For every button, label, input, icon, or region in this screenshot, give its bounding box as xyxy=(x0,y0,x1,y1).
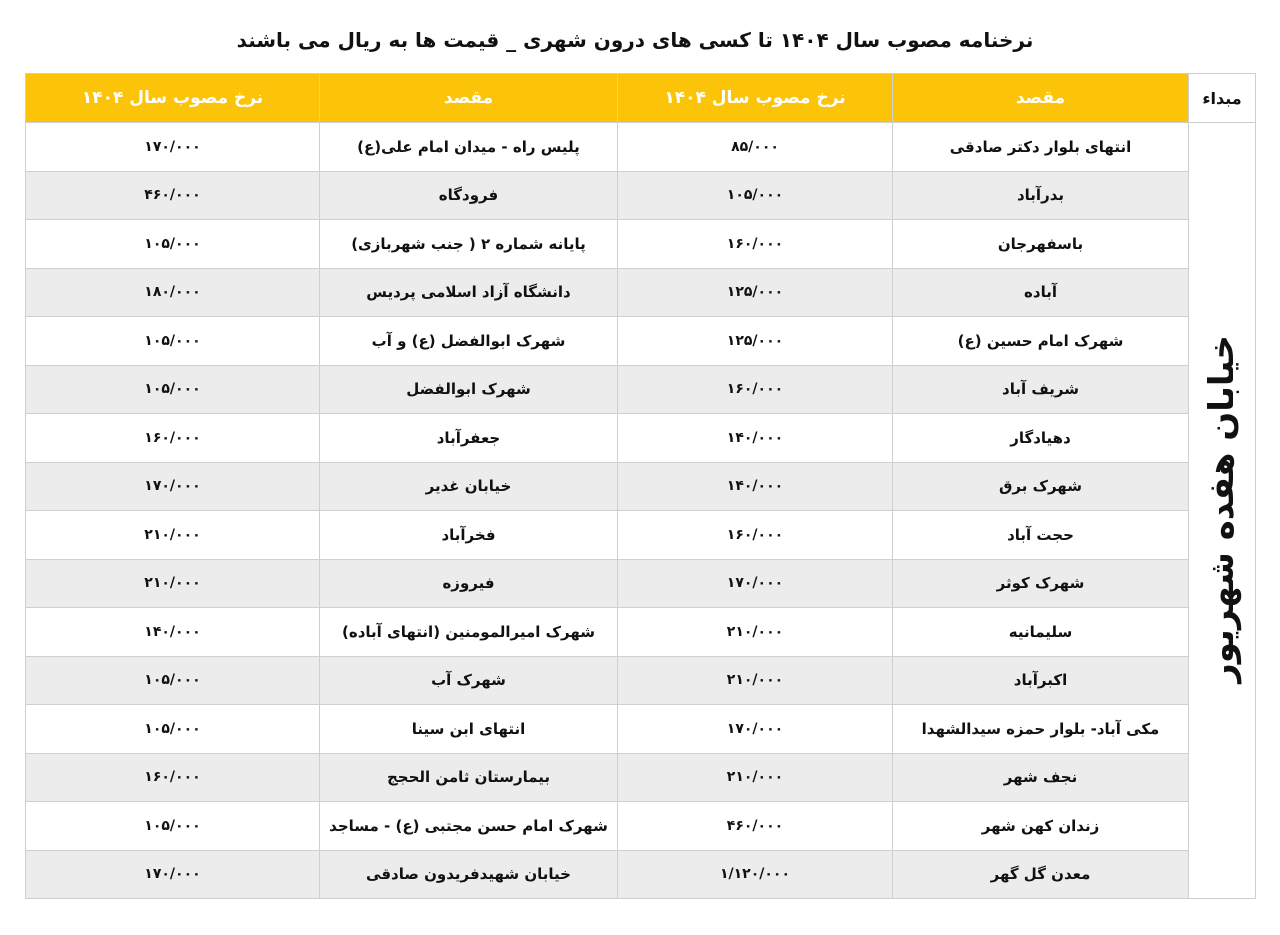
rate-cell: ۱۸۰/۰۰۰ xyxy=(26,268,320,317)
destination-cell: زندان کهن شهر xyxy=(893,802,1189,851)
origin-header: مبداء xyxy=(1189,74,1256,123)
rate-cell: ۱۴۰/۰۰۰ xyxy=(618,414,893,463)
table-row xyxy=(26,656,1256,705)
destination-cell: خیابان غدیر xyxy=(320,462,618,511)
rate-cell: ۱۰۵/۰۰۰ xyxy=(618,171,893,220)
rate-cell: ۱۰۵/۰۰۰ xyxy=(26,656,320,705)
rate-cell: ۱۰۵/۰۰۰ xyxy=(26,317,320,366)
table-row xyxy=(26,220,1256,269)
destination-cell: نجف شهر xyxy=(893,753,1189,802)
table-row xyxy=(26,365,1256,414)
rate-cell: ۱۲۵/۰۰۰ xyxy=(618,268,893,317)
rate-cell: ۴۶۰/۰۰۰ xyxy=(618,802,893,851)
destination-cell: فیروزه xyxy=(320,559,618,608)
rate-cell: ۱۴۰/۰۰۰ xyxy=(618,462,893,511)
rate-cell: ۱/۱۲۰/۰۰۰ xyxy=(618,850,893,899)
destination-cell: باسفهرجان xyxy=(893,220,1189,269)
rate-cell: ۱۶۰/۰۰۰ xyxy=(26,753,320,802)
rate-cell: ۱۰۵/۰۰۰ xyxy=(26,802,320,851)
destination-cell: پایانه شماره ۲ ( جنب شهربازی) xyxy=(320,220,618,269)
destination-cell: انتهای بلوار دکتر صادقی xyxy=(893,123,1189,172)
rate-cell: ۱۰۵/۰۰۰ xyxy=(26,220,320,269)
rate-cell: ۲۱۰/۰۰۰ xyxy=(26,559,320,608)
destination-cell: حجت آباد xyxy=(893,511,1189,560)
rate-cell: ۱۰۵/۰۰۰ xyxy=(26,705,320,754)
rate-cell: ۲۱۰/۰۰۰ xyxy=(618,608,893,657)
destination-cell: آباده xyxy=(893,268,1189,317)
destination-cell: شهرک ابوالفضل (ع) و آب xyxy=(320,317,618,366)
rate-header-2: نرخ مصوب سال ۱۴۰۴ xyxy=(26,74,320,123)
page-title: نرخنامه مصوب سال ۱۴۰۴ تا کسی های درون شهری _ قیمت ها به ریال می باشند xyxy=(236,28,1034,52)
table-row xyxy=(26,608,1256,657)
table-row xyxy=(26,559,1256,608)
header-row xyxy=(26,74,1256,123)
destination-cell: شهرک امام حسین (ع) xyxy=(893,317,1189,366)
table-row xyxy=(26,414,1256,463)
table-row xyxy=(26,753,1256,802)
destination-cell: فرودگاه xyxy=(320,171,618,220)
destination-cell: دانشگاه آزاد اسلامی پردیس xyxy=(320,268,618,317)
rate-cell: ۴۶۰/۰۰۰ xyxy=(26,171,320,220)
origin-cell xyxy=(1189,123,1256,899)
destination-cell: شهرک برق xyxy=(893,462,1189,511)
destination-cell: انتهای ابن سینا xyxy=(320,705,618,754)
rate-cell: ۲۱۰/۰۰۰ xyxy=(618,656,893,705)
table-row xyxy=(26,268,1256,317)
rate-cell: ۱۲۵/۰۰۰ xyxy=(618,317,893,366)
destination-cell: شهرک امام حسن مجتبی (ع) - مساجد xyxy=(320,802,618,851)
destination-cell: بدرآباد xyxy=(893,171,1189,220)
destination-header-1: مقصد xyxy=(893,74,1189,123)
destination-cell: فخرآباد xyxy=(320,511,618,560)
destination-cell: شهرک آب xyxy=(320,656,618,705)
table-row xyxy=(26,802,1256,851)
destination-cell: شهرک کوثر xyxy=(893,559,1189,608)
destination-cell: دهیادگار xyxy=(893,414,1189,463)
destination-cell: جعفرآباد xyxy=(320,414,618,463)
rate-cell: ۱۷۰/۰۰۰ xyxy=(26,462,320,511)
rate-cell: ۱۶۰/۰۰۰ xyxy=(618,220,893,269)
destination-cell: شهرک امیرالمومنین (انتهای آباده) xyxy=(320,608,618,657)
rate-cell: ۸۵/۰۰۰ xyxy=(618,123,893,172)
destination-cell: شریف آباد xyxy=(893,365,1189,414)
rate-cell: ۱۶۰/۰۰۰ xyxy=(618,511,893,560)
rate-cell: ۱۷۰/۰۰۰ xyxy=(26,850,320,899)
destination-cell: بیمارستان ثامن الحجج xyxy=(320,753,618,802)
destination-cell: سلیمانیه xyxy=(893,608,1189,657)
table-row xyxy=(26,705,1256,754)
table-row xyxy=(26,171,1256,220)
table-row xyxy=(26,850,1256,899)
rate-cell: ۱۰۵/۰۰۰ xyxy=(26,365,320,414)
table-row xyxy=(26,317,1256,366)
rate-cell: ۱۶۰/۰۰۰ xyxy=(618,365,893,414)
destination-cell: مکی آباد- بلوار حمزه سیدالشهدا xyxy=(893,705,1189,754)
rate-cell: ۱۴۰/۰۰۰ xyxy=(26,608,320,657)
destination-cell: شهرک ابوالفضل xyxy=(320,365,618,414)
origin-label: خیابان هفده شهریور xyxy=(1202,334,1242,683)
rate-cell: ۱۷۰/۰۰۰ xyxy=(618,705,893,754)
rate-cell: ۲۱۰/۰۰۰ xyxy=(26,511,320,560)
rate-cell: ۱۷۰/۰۰۰ xyxy=(26,123,320,172)
table-row xyxy=(26,462,1256,511)
table-row xyxy=(26,511,1256,560)
table-row xyxy=(26,123,1256,172)
destination-cell: خیابان شهیدفریدون صادقی xyxy=(320,850,618,899)
rate-cell: ۱۶۰/۰۰۰ xyxy=(26,414,320,463)
fare-table xyxy=(25,73,1256,899)
rate-cell: ۱۷۰/۰۰۰ xyxy=(618,559,893,608)
rate-header-1: نرخ مصوب سال ۱۴۰۴ xyxy=(618,74,893,123)
rate-cell: ۲۱۰/۰۰۰ xyxy=(618,753,893,802)
destination-header-2: مقصد xyxy=(320,74,618,123)
destination-cell: پلیس راه - میدان امام علی(ع) xyxy=(320,123,618,172)
destination-cell: معدن گل گهر xyxy=(893,850,1189,899)
destination-cell: اکبرآباد xyxy=(893,656,1189,705)
